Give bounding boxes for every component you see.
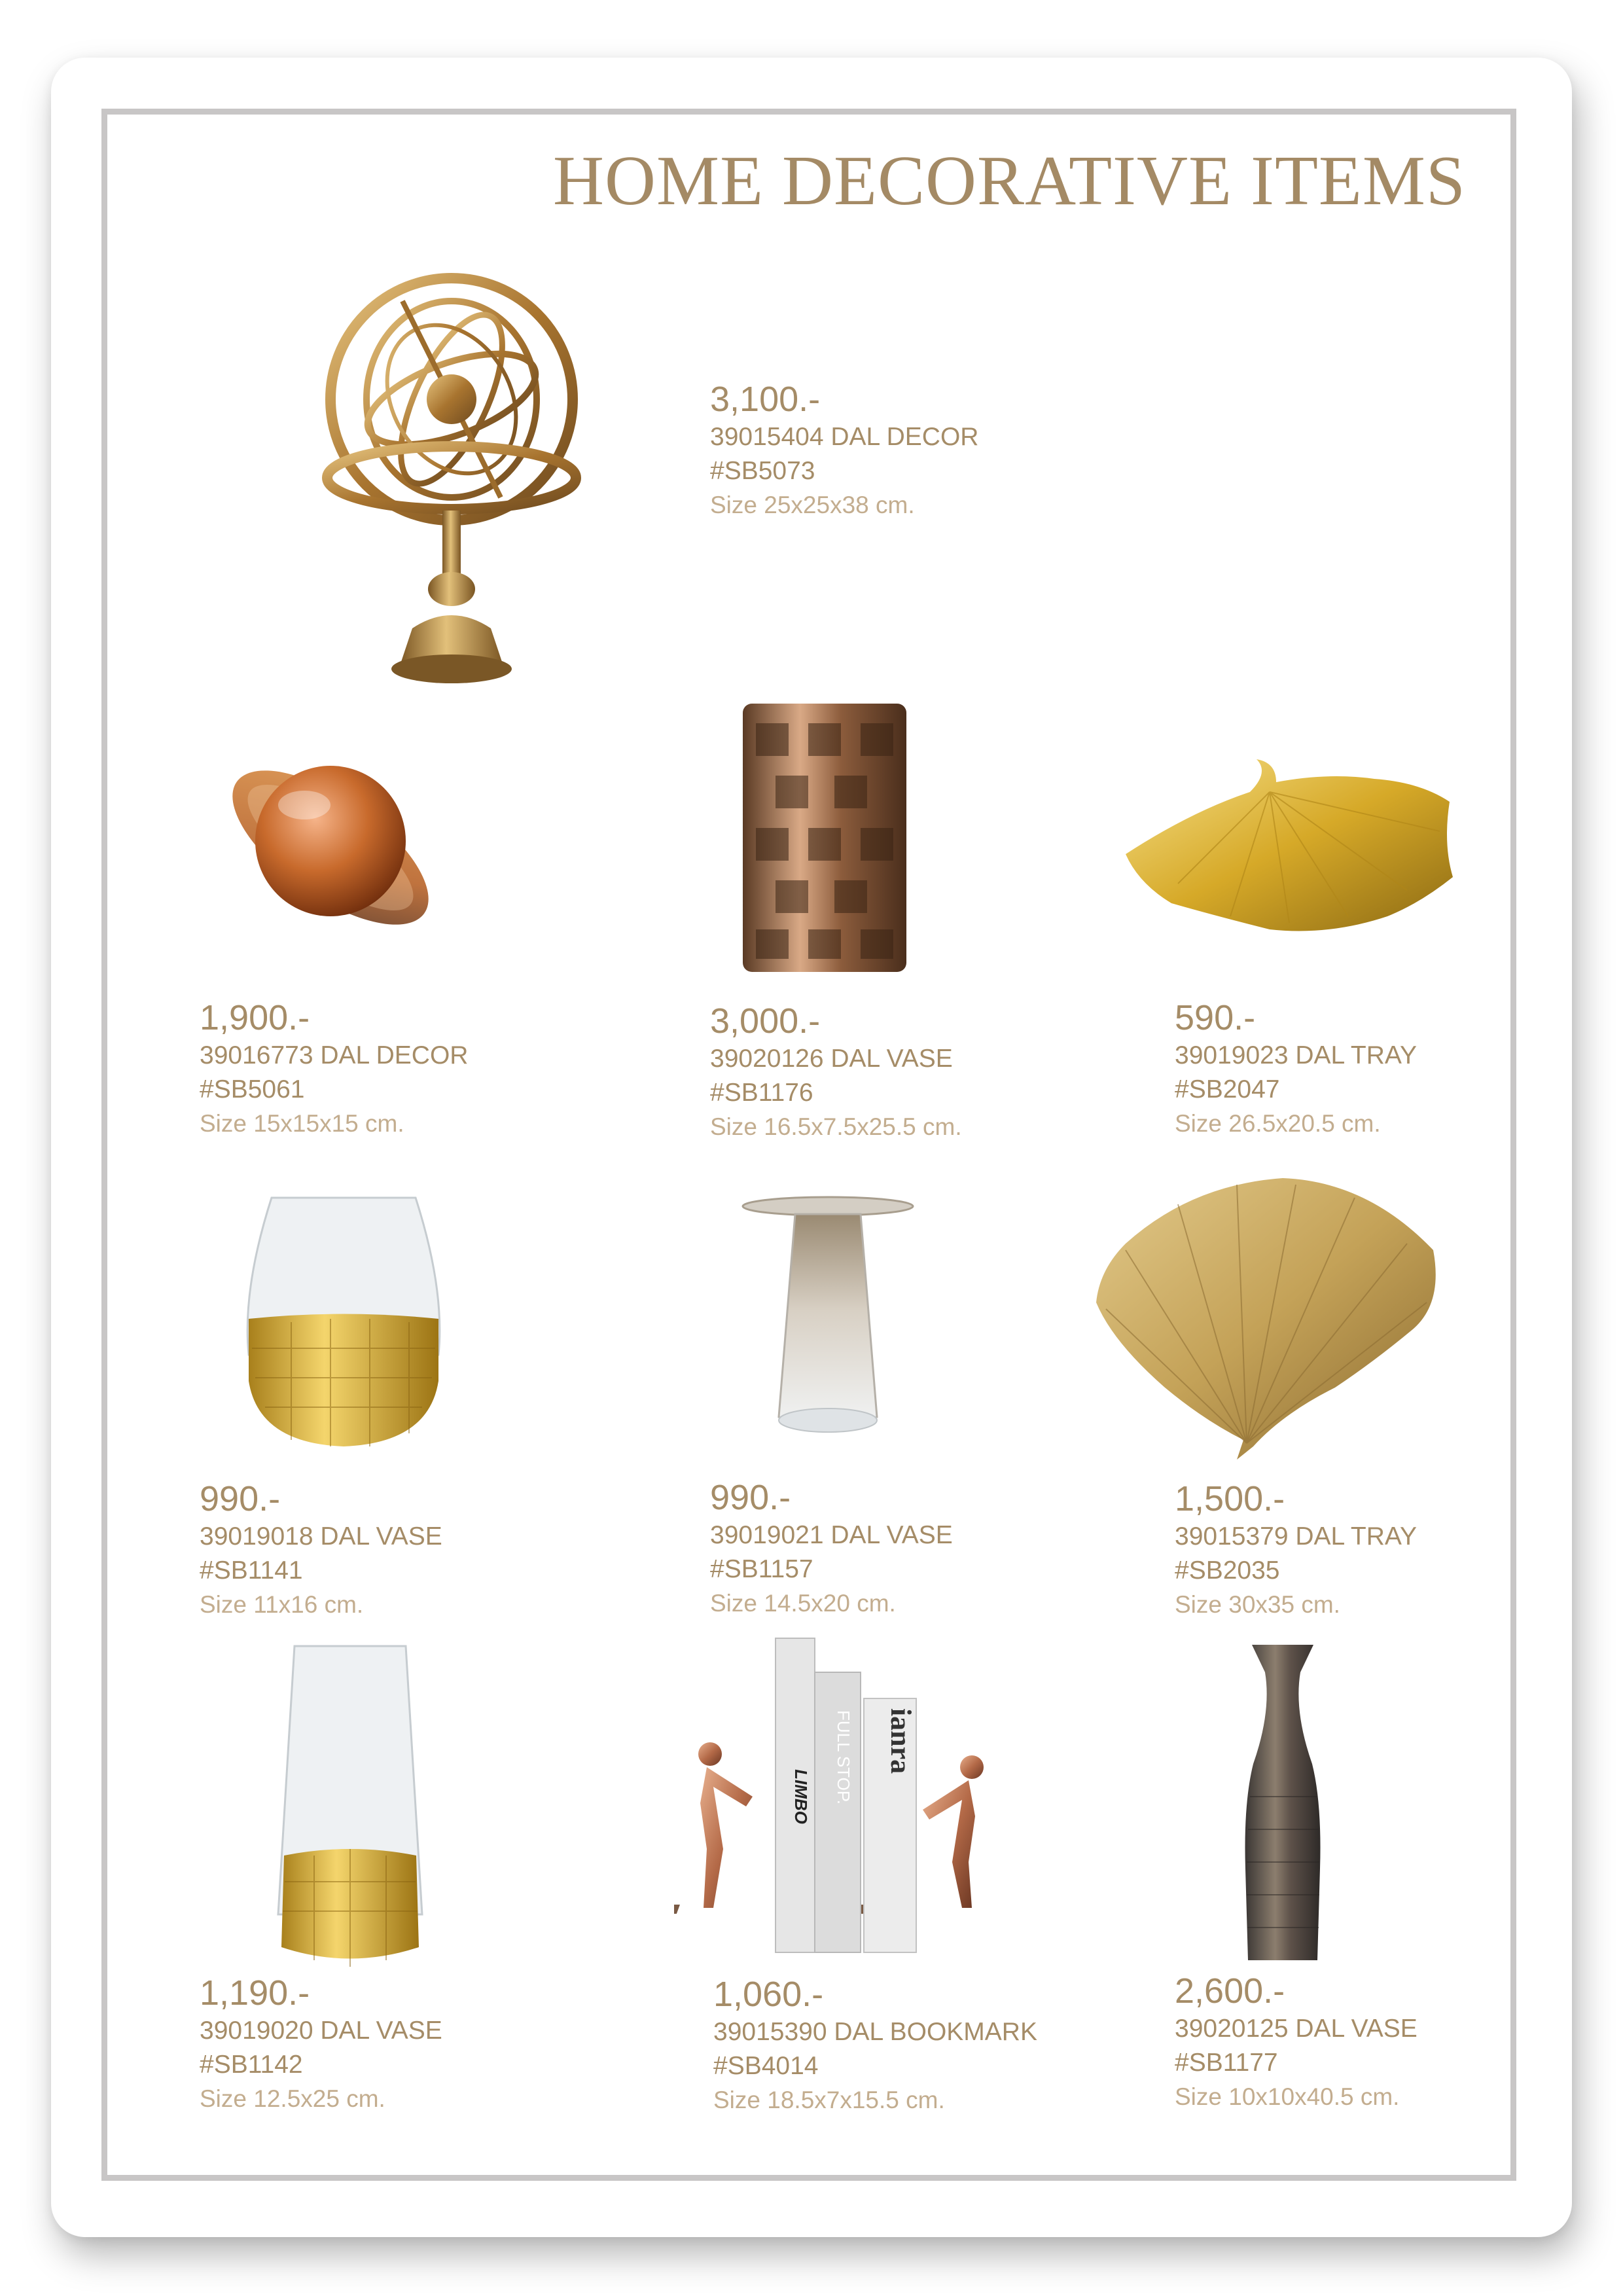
product-8-code: 39019020 DAL VASE: [200, 2017, 442, 2045]
product-1-ref: #SB5073: [710, 457, 815, 485]
product-7-info: [1175, 1478, 1417, 1622]
product-6-size: Size 14.5x20 cm.: [710, 1590, 896, 1617]
product-7-code: 39015379 DAL TRAY: [1175, 1522, 1418, 1551]
product-10-code: 39020125 DAL VASE: [1175, 2015, 1418, 2043]
product-8-info: [200, 1972, 442, 2116]
product-5-size: Size 11x16 cm.: [200, 1591, 364, 1618]
product-5-code: 39019018 DAL VASE: [200, 1522, 442, 1551]
product-7-price: 1,500.-: [1175, 1479, 1285, 1518]
product-7-ref: #SB2035: [1175, 1556, 1280, 1585]
book-spine-limbo: LIMBO: [791, 1769, 811, 1824]
product-4-size: Size 26.5x20.5 cm.: [1175, 1110, 1381, 1137]
product-8-ref: #SB1142: [200, 2051, 303, 2079]
product-9-price: 1,060.-: [713, 1975, 824, 2014]
glass-bud-vase-photo: [740, 1194, 916, 1443]
product-2-ref: #SB5061: [200, 1075, 305, 1103]
product-7-size: Size 30x35 cm.: [1175, 1591, 1340, 1618]
book-spine-full-stop: FULL STOP.: [834, 1710, 853, 1805]
product-9-size: Size 18.5x7x15.5 cm.: [713, 2087, 945, 2113]
product-6-price: 990.-: [710, 1478, 791, 1517]
product-1-size: Size 25x25x38 cm.: [710, 492, 915, 518]
page-title: HOME DECORATIVE ITEMS: [553, 142, 1466, 220]
product-4-price: 590.-: [1175, 998, 1256, 1037]
product-1-info: [710, 378, 978, 522]
armillary-sphere-photo: [314, 262, 589, 687]
product-3-ref: #SB1176: [710, 1079, 813, 1107]
product-1-price: 3,100.-: [710, 380, 821, 419]
book-spine-ianra: ianra: [885, 1708, 917, 1774]
glass-gold-vase-photo: [239, 1191, 448, 1450]
product-2-info: [200, 997, 468, 1141]
product-5-price: 990.-: [200, 1479, 281, 1518]
product-6-code: 39019021 DAL VASE: [710, 1521, 953, 1549]
product-9-code: 39015390 DAL BOOKMARK: [713, 2018, 1037, 2046]
ginkgo-tray-small-photo: [1113, 753, 1459, 942]
ginkgo-tray-large-photo: [1086, 1172, 1453, 1466]
product-3-size: Size 16.5x7.5x25.5 cm.: [710, 1113, 962, 1140]
planet-decor-photo: [213, 726, 448, 962]
product-3-code: 39020126 DAL VASE: [710, 1045, 953, 1073]
product-4-ref: #SB2047: [1175, 1075, 1280, 1103]
product-8-size: Size 12.5x25 cm.: [200, 2085, 385, 2112]
product-4-code: 39019023 DAL TRAY: [1175, 1041, 1418, 1069]
product-9-info: [713, 1973, 1037, 2117]
product-9-ref: #SB4014: [713, 2052, 819, 2080]
product-2-price: 1,900.-: [200, 998, 310, 1037]
product-3-price: 3,000.-: [710, 1001, 821, 1041]
product-6-ref: #SB1157: [710, 1555, 813, 1583]
tall-bottle-vase-photo: [1240, 1640, 1325, 1967]
product-10-info: [1175, 1970, 1418, 2114]
bookend-photo: [674, 1633, 988, 1967]
tall-glass-vase-photo: [275, 1640, 425, 1973]
product-10-size: Size 10x10x40.5 cm.: [1175, 2083, 1400, 2110]
product-6-info: [710, 1477, 953, 1621]
product-8-price: 1,190.-: [200, 1973, 310, 2013]
faceted-vase-photo: [736, 697, 913, 978]
product-5-ref: #SB1141: [200, 1556, 303, 1585]
product-1-code: 39015404 DAL DECOR: [710, 423, 979, 451]
product-5-info: [200, 1478, 442, 1622]
product-3-info: [710, 1000, 962, 1144]
product-4-info: [1175, 997, 1417, 1141]
product-10-price: 2,600.-: [1175, 1971, 1285, 2011]
product-10-ref: #SB1177: [1175, 2049, 1278, 2077]
product-2-code: 39016773 DAL DECOR: [200, 1041, 469, 1069]
product-2-size: Size 15x15x15 cm.: [200, 1110, 404, 1137]
